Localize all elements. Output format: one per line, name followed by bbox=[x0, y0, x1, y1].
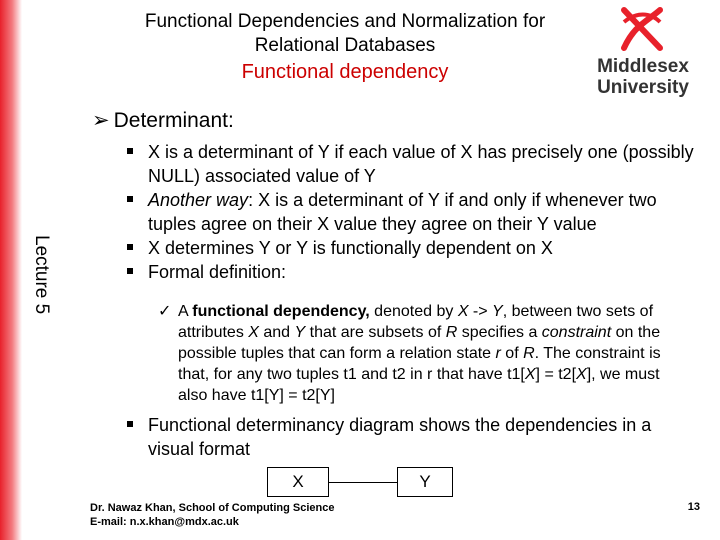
bullet-item bbox=[125, 140, 700, 188]
sub-text-segment: ], we must also have t1[Y] = t2[Y] bbox=[178, 366, 660, 404]
arrow-bullet-icon: ➢ bbox=[92, 109, 110, 132]
sub-text-italic: X bbox=[524, 366, 536, 383]
determinancy-diagram bbox=[260, 465, 460, 500]
diagram-box-x: X bbox=[267, 467, 329, 497]
logo-wordmark bbox=[588, 56, 698, 98]
diagram-box-y: Y bbox=[397, 467, 453, 497]
section-heading-text: Determinant: bbox=[113, 109, 234, 132]
slide-header bbox=[100, 10, 590, 86]
sub-text-segment: , between two sets of attributes bbox=[178, 303, 654, 341]
bullet-text: X is a determinant of Y if each value of X has precisely one (possibly NULL) associated value of Y bbox=[148, 142, 694, 186]
sub-text-italic: X bbox=[576, 366, 587, 383]
sub-text-segment: -> bbox=[468, 303, 493, 320]
bullet-item bbox=[125, 413, 700, 461]
bullet-italic-label: Another way bbox=[148, 190, 249, 210]
sub-text-bold: functional dependency, bbox=[192, 303, 370, 320]
sub-bullet-text bbox=[158, 301, 693, 406]
bullet-item bbox=[125, 188, 700, 236]
title-line-2: Relational Databases bbox=[254, 35, 436, 56]
sub-text-italic: R bbox=[523, 345, 535, 362]
sub-bullet bbox=[158, 301, 693, 406]
sub-text-italic: X bbox=[457, 303, 469, 320]
bullet-item bbox=[125, 236, 700, 260]
sub-text-italic: constraint bbox=[541, 324, 612, 341]
section-heading bbox=[92, 108, 234, 134]
sub-text-segment: specifies a bbox=[457, 324, 542, 341]
sub-text-segment: and bbox=[258, 324, 295, 341]
sub-text-segment: of bbox=[500, 345, 524, 362]
footer bbox=[90, 501, 334, 529]
bullet-text: X determines Y or Y is functionally dependent on X bbox=[148, 238, 553, 258]
sub-text-italic: X bbox=[248, 324, 259, 341]
sub-text-italic: r bbox=[495, 345, 501, 362]
logo-line-2: University bbox=[597, 77, 689, 98]
bullet-item bbox=[125, 260, 700, 284]
square-bullet-icon bbox=[127, 148, 133, 154]
bullet-list-2 bbox=[125, 413, 700, 461]
square-bullet-icon bbox=[127, 244, 133, 250]
sub-text-segment: on the possible tuples that can form a relation state bbox=[178, 324, 661, 362]
bullet-text: Formal definition: bbox=[148, 262, 287, 282]
bullet-text: : X is a determinant of Y if and only if whenever two tuples agree on their X value they agree on their Y value bbox=[148, 190, 657, 234]
middlesex-logo bbox=[588, 2, 698, 102]
logo-line-1: Middlesex bbox=[597, 56, 689, 77]
sub-text-italic: Y bbox=[294, 324, 306, 341]
square-bullet-icon bbox=[127, 421, 133, 427]
bullet-text: Functional determinancy diagram shows the dependencies in a visual format bbox=[148, 415, 652, 459]
sub-text-italic: R bbox=[445, 324, 458, 341]
university-logo-icon bbox=[616, 2, 668, 56]
sub-text-segment: ] = t2[ bbox=[535, 366, 577, 383]
sub-text-italic: Y bbox=[492, 303, 503, 320]
title-line-1: Functional Dependencies and Normalization for bbox=[144, 11, 546, 32]
square-bullet-icon bbox=[127, 268, 133, 274]
sub-text-segment: A bbox=[178, 303, 193, 320]
slide-subtitle: Functional dependency bbox=[241, 61, 449, 83]
footer-email: E-mail: n.x.khan@mdx.ac.uk bbox=[90, 516, 239, 528]
sub-text-segment: . The constraint is that, for any two tuples t1 and t2 in r that have t1[ bbox=[178, 345, 661, 383]
page-number: 13 bbox=[687, 501, 700, 513]
checkmark-icon: ✓ bbox=[158, 303, 172, 320]
footer-author: Dr. Nawaz Khan, School of Computing Science bbox=[90, 502, 335, 514]
bullet-list bbox=[125, 140, 700, 284]
sub-text-segment: denoted by bbox=[369, 303, 458, 320]
left-gradient-bar bbox=[0, 0, 22, 540]
diagram-connector bbox=[329, 482, 397, 483]
square-bullet-icon bbox=[127, 196, 133, 202]
lecture-label: Lecture 5 bbox=[31, 235, 52, 315]
sub-text-segment: that are subsets of bbox=[305, 324, 446, 341]
